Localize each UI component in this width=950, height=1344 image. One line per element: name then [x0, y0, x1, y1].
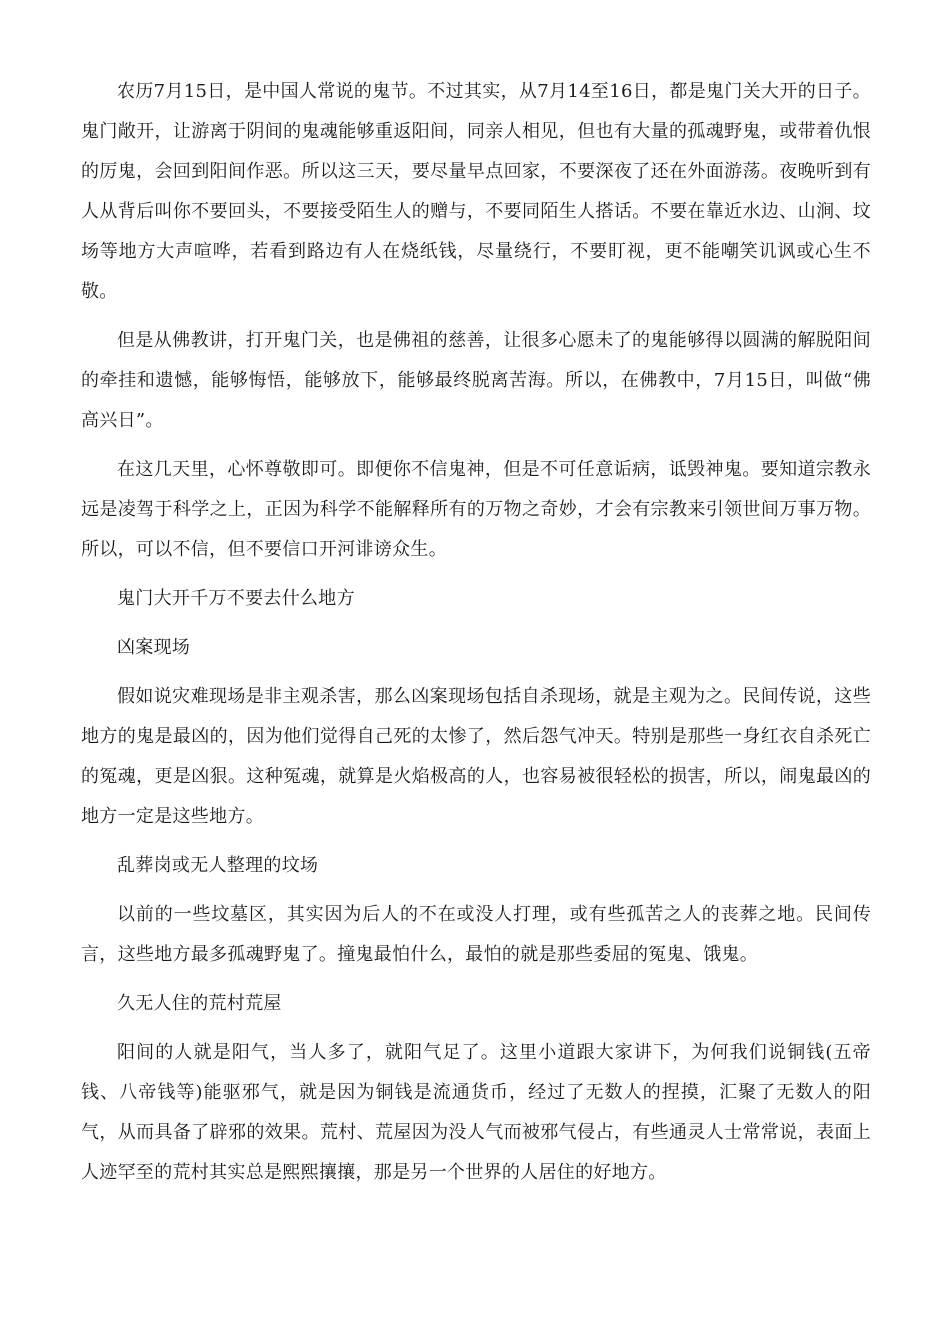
subheading-crime-scene: 凶案现场 [117, 637, 191, 658]
section-heading-places: 鬼门大开千万不要去什么地方 [117, 588, 355, 609]
paragraph-crime-scene: 假如说灾难现场是非主观杀害，那么凶案现场包括自杀现场，就是主观为之。民间传说，这些地方的鬼是最凶的，因为他们觉得自己死的太惨了，然后怨气冲天。特别是那些一身红衣自杀死亡的冤魂，更是凶狠。这种冤魂，就算是火焰极高的人，也容易被很轻松的损害，所以，闹鬼最凶的地方一定是这些地方。 [81, 686, 871, 827]
paragraph-buddhism-view: 但是从佛教讲，打开鬼门关，也是佛祖的慈善，让很多心愿未了的鬼能够得以圆满的解脱阳间的牵挂和遗憾，能够悔悟，能够放下，能够最终脱离苦海。所以，在佛教中，7月15日，叫做“佛高兴日”。 [81, 330, 871, 431]
subheading-abandoned-village: 久无人住的荒村荒屋 [117, 993, 282, 1014]
paragraph-abandoned-village: 阳间的人就是阳气，当人多了，就阳气足了。这里小道跟大家讲下，为何我们说铜钱(五帝钱、八帝钱等)能驱邪气，就是因为铜钱是流通货币，经过了无数人的捏摸，汇聚了无数人的阳气，从而具备了辟邪的效果。荒村、荒屋因为没人气而被邪气侵占，有些通灵人士常常说，表面上人迹罕至的荒村其实总是熙熙攘攘，那是另一个世界的人居住的好地方。 [81, 1042, 871, 1183]
paragraph-respect: 在这几天里，心怀尊敬即可。即便你不信鬼神，但是不可任意诟病，诋毁神鬼。要知道宗教永远是凌驾于科学之上，正因为科学不能解释所有的万物之奇妙，才会有宗教来引领世间万事万物。所以，可以不信，但不要信口开河诽谤众生。 [81, 459, 871, 560]
document-body [81, 72, 871, 1202]
subheading-graveyard: 乱葬岗或无人整理的坟场 [117, 855, 319, 876]
paragraph-graveyard: 以前的一些坟墓区，其实因为后人的不在或没人打理，或有些孤苦之人的丧葬之地。民间传言，这些地方最多孤魂野鬼了。撞鬼最怕什么，最怕的就是那些委屈的冤鬼、饿鬼。 [81, 904, 871, 965]
paragraph-ghost-festival-intro: 农历7月15日，是中国人常说的鬼节。不过其实，从7月14至16日，都是鬼门关大开的日子。鬼门敞开，让游离于阴间的鬼魂能够重返阳间，同亲人相见，但也有大量的孤魂野鬼，或带着仇恨的厉鬼，会回到阳间作恶。所以这三天，要尽量早点回家，不要深夜了还在外面游荡。夜晚听到有人从背后叫你不要回头，不要接受陌生人的赠与，不要同陌生人搭话。不要在靠近水边、山涧、坟场等地方大声喧哗，若看到路边有人在烧纸钱，尽量绕行，不要盯视，更不能嘲笑讥讽或心生不敬。 [81, 81, 871, 302]
